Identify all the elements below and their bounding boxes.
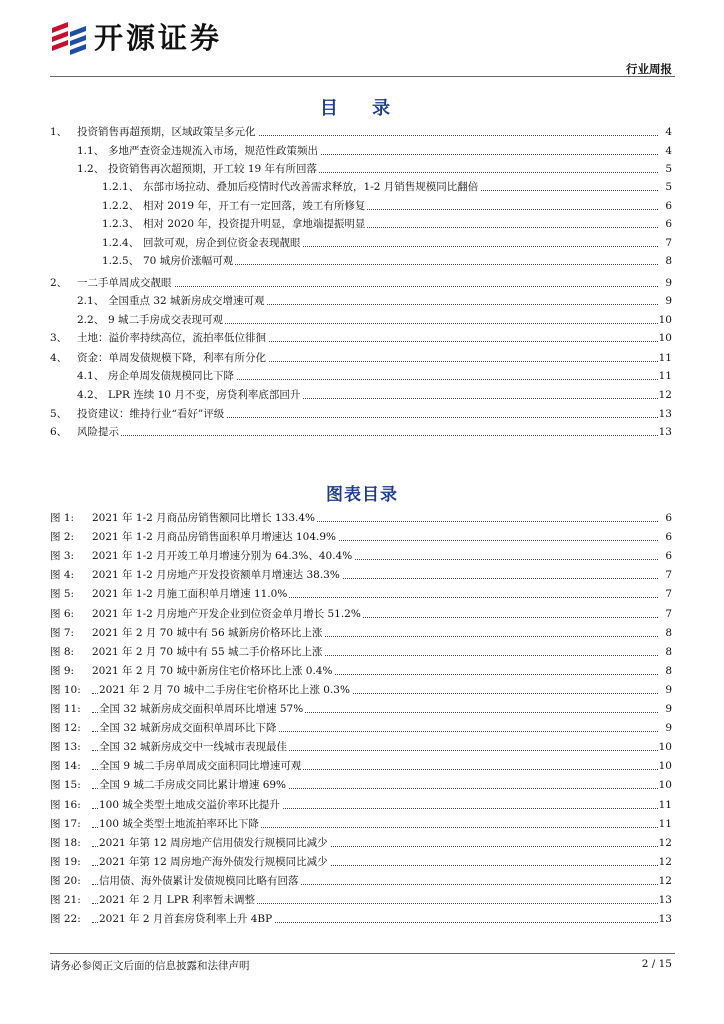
- toc-entry[interactable]: [0, 368, 724, 384]
- figure-entry-title: 全国 32 城新房成交面积单周环比增速 57%: [99, 703, 304, 715]
- figure-entry[interactable]: [0, 567, 724, 583]
- toc-entry[interactable]: [0, 161, 724, 177]
- toc-entry[interactable]: [0, 235, 724, 251]
- toc-entry-page: 4: [665, 145, 672, 157]
- toc-entry[interactable]: [0, 424, 724, 440]
- figure-entry[interactable]: [0, 854, 724, 870]
- figure-entry-number: 图 14:: [50, 760, 81, 773]
- figure-entry-title: 2021 年 2 月 70 城中二手房住宅价格环比上涨 0.3%: [99, 683, 350, 696]
- figure-entry-number: 图 6:: [50, 607, 75, 620]
- figure-entry-title: 100 城全类型土地成交溢价率环比提升: [99, 798, 280, 811]
- toc-entry-number: 1.2、: [77, 163, 105, 175]
- figure-entry-title: 2021 年 2 月 70 城中新房住宅价格环比上涨 0.4%: [92, 664, 333, 677]
- figure-entry-title: 2021 年第 12 周房地产信用债发行规模同比减少: [99, 836, 328, 849]
- figure-entry-title: 全国 32 城新房成交面积单周环比下降: [99, 722, 277, 735]
- figure-entry-title: 2021 年 2 月 LPR 利率暂未调整: [99, 894, 256, 906]
- figure-entry-title: 信用债、海外债累计发债规模同比略有回落: [99, 874, 299, 887]
- figure-entry-number: 图 20:: [50, 874, 81, 887]
- toc-entry[interactable]: [0, 198, 724, 214]
- figure-entry-page: 7: [665, 569, 672, 582]
- figure-entry-title: 2021 年 1-2 月商品房销售额同比增长 133.4%: [92, 512, 316, 524]
- figure-entry[interactable]: [0, 892, 724, 908]
- toc-title: 目 录: [319, 98, 405, 119]
- figure-entry-title: 2021 年 2 月 70 城中有 56 城新房价格环比上涨: [92, 626, 323, 639]
- figure-entry-title: 全国 9 城二手房单周成交面积同比增速可观: [99, 760, 302, 773]
- figure-entry-title: 全国 32 城新房成交中一线城市表现最佳: [99, 741, 288, 754]
- toc-entry-page: 4: [665, 126, 672, 138]
- toc-entry-title: 全国重点 32 城新房成交增速可观: [108, 295, 265, 307]
- toc-entry-page: 9: [665, 277, 672, 289]
- header-divider: [50, 76, 675, 77]
- figure-entry-number: 图 13:: [50, 741, 81, 754]
- figure-entry-page: 9: [665, 683, 672, 696]
- toc-entry[interactable]: [0, 143, 724, 159]
- toc-entry-page: 12: [658, 389, 672, 401]
- figure-entry-number: 图 9:: [50, 664, 75, 677]
- toc-entry-title: LPR 连续 10 月不变，房贷利率底部回升: [108, 389, 301, 401]
- figure-entry[interactable]: [0, 682, 724, 698]
- toc-entry[interactable]: [0, 179, 724, 195]
- figure-entry[interactable]: [0, 663, 724, 679]
- figure-entry[interactable]: [0, 586, 724, 602]
- toc-entry[interactable]: [0, 350, 724, 366]
- figure-entry[interactable]: [0, 720, 724, 736]
- figure-entry-number: 图 10:: [50, 683, 81, 696]
- footer-divider: [50, 953, 675, 954]
- toc-entry-page: 11: [658, 370, 672, 382]
- figure-entry-number: 图 1:: [50, 512, 75, 524]
- figure-entry-number: 图 15:: [50, 779, 81, 792]
- figure-entry-page: 7: [665, 588, 672, 601]
- figure-entry-number: 图 5:: [50, 588, 75, 601]
- toc-entry-number: 1.2.1、: [102, 181, 140, 193]
- toc-entry-number: 3、: [50, 332, 68, 344]
- figure-entry-page: 9: [665, 722, 672, 735]
- figure-entry-number: 图 2:: [50, 531, 75, 544]
- figure-entry-page: 13: [658, 894, 672, 906]
- figure-entry-page: 8: [665, 664, 672, 677]
- toc-entry-number: 1.2.5、: [102, 255, 140, 267]
- figure-entry-page: 11: [658, 798, 672, 811]
- figure-entry-page: 12: [658, 874, 672, 887]
- toc-entry-page: 6: [665, 218, 672, 230]
- toc-entry-number: 5、: [50, 408, 68, 420]
- figure-entry-title: 2021 年第 12 周房地产海外债发行规模同比减少: [99, 855, 328, 868]
- figure-entry-title: 全国 9 城二手房成交同比累计增速 69%: [99, 779, 287, 792]
- toc-entry[interactable]: [0, 312, 724, 328]
- figure-entry[interactable]: [0, 739, 724, 755]
- figure-entry-page: 10: [658, 779, 672, 792]
- toc-entry-page: 8: [665, 255, 672, 267]
- toc-entry-page: 7: [665, 237, 672, 249]
- toc-entry-title: 9 城二手房成交表现可观: [108, 314, 224, 326]
- page-indicator: 2 / 15: [641, 958, 672, 970]
- figure-entry[interactable]: [0, 873, 724, 889]
- toc-entry-title: 投资建议：维持行业“看好”评级: [77, 408, 225, 420]
- figure-entry[interactable]: [0, 797, 724, 813]
- toc-entry-title: 房企单周发债规模同比下降: [108, 370, 234, 382]
- figure-entry[interactable]: [0, 777, 724, 793]
- toc-entry-number: 2.2、: [77, 314, 105, 326]
- toc-entry-title: 风险提示: [77, 426, 119, 438]
- figure-entry-number: 图 16:: [50, 798, 81, 811]
- toc-entry[interactable]: [0, 406, 724, 422]
- figure-entry-page: 6: [665, 550, 672, 563]
- figure-entry-title: 100 城全类型土地流拍率环比下降: [99, 817, 259, 830]
- figure-entry[interactable]: [0, 529, 724, 545]
- toc-entry-title: 土地：溢价率持续高位，流拍率低位徘徊: [77, 332, 266, 344]
- figure-entry[interactable]: [0, 644, 724, 660]
- toc-entry-title: 资金：单周发债规模下降，利率有所分化: [77, 352, 266, 364]
- toc-entry-title: 东部市场拉动、叠加后疫情时代改善需求释放，1-2 月销售规模同比翻倍: [143, 181, 479, 193]
- figure-entry-number: 图 19:: [50, 855, 81, 868]
- toc-entry[interactable]: [0, 275, 724, 291]
- figure-entry-number: 图 7:: [50, 626, 75, 639]
- toc-entry-number: 6、: [50, 426, 68, 438]
- figure-entry-title: 2021 年 1-2 月房地产开发投资额单月增速达 38.3%: [92, 569, 340, 582]
- figure-entry[interactable]: [0, 758, 724, 774]
- figure-entry-title: 2021 年 1-2 月商品房销售面积单月增速达 104.9%: [92, 531, 337, 544]
- toc-entry-title: 相对 2020 年，投资提升明显，拿地端提振明显: [143, 218, 366, 230]
- toc-entry-title: 回款可观，房企到位资金表现靓眼: [143, 237, 301, 249]
- toc-entry-title: 多地严查资金违规流入市场，规范性政策频出: [108, 145, 318, 157]
- figure-entry[interactable]: [0, 606, 724, 622]
- figure-entry[interactable]: [0, 548, 724, 564]
- figure-entry[interactable]: [0, 911, 724, 927]
- toc-entry[interactable]: [0, 124, 724, 140]
- toc-entry[interactable]: [0, 253, 724, 269]
- report-type-label: 行业周报: [626, 62, 672, 76]
- toc-entry-number: 1、: [50, 126, 68, 138]
- figure-entry-page: 8: [665, 626, 672, 639]
- toc-entry-number: 2、: [50, 277, 68, 289]
- toc-entry-page: 13: [658, 426, 672, 438]
- toc-entry[interactable]: [0, 293, 724, 309]
- toc-entry-page: 5: [665, 181, 672, 193]
- figure-entry-title: 2021 年 2 月 70 城中有 55 城二手价格环比上涨: [92, 645, 323, 658]
- figure-entry-number: 图 11:: [50, 703, 81, 715]
- toc-entry-title: 70 城房价涨幅可观: [143, 255, 234, 267]
- toc-entry[interactable]: [0, 387, 724, 403]
- figure-entry[interactable]: [0, 510, 724, 526]
- toc-entry-title: 投资销售再次超预期，开工较 19 年有所回落: [108, 163, 318, 175]
- figure-entry[interactable]: [0, 701, 724, 717]
- figure-list-title: 图表目录: [326, 485, 398, 505]
- figure-entry-page: 6: [665, 531, 672, 544]
- figure-entry-page: 11: [658, 817, 672, 830]
- figure-entry-number: 图 17:: [50, 817, 81, 830]
- figure-entry-number: 图 22:: [50, 913, 81, 926]
- toc-entry-page: 10: [658, 314, 672, 326]
- figure-entry-page: 10: [658, 760, 672, 773]
- figure-entry-title: 2021 年 1-2 月开竣工单月增速分别为 64.3%、40.4%: [92, 550, 353, 563]
- figure-entry-page: 9: [665, 703, 672, 715]
- toc-entry-page: 6: [665, 200, 672, 212]
- figure-entry-number: 图 21:: [50, 894, 81, 906]
- figure-entry-title: 2021 年 1-2 月房地产开发企业到位资金单月增长 51.2%: [92, 607, 361, 620]
- toc-entry-page: 10: [658, 332, 672, 344]
- footer-disclaimer: 请务必参阅正文后面的信息披露和法律声明: [50, 960, 250, 972]
- figure-entry[interactable]: [0, 816, 724, 832]
- figure-entry-number: 图 12:: [50, 722, 81, 735]
- toc-leader-dots: [77, 424, 658, 436]
- toc-entry-title: 一二手单周成交靓眼: [77, 277, 172, 289]
- toc-entry-number: 1.2.2、: [102, 200, 140, 212]
- toc-entry-number: 1.2.4、: [102, 237, 140, 249]
- toc-entry-number: 4.2、: [77, 389, 105, 401]
- figure-entry-title: 2021 年 2 月首套房贷利率上升 4BP: [99, 913, 273, 926]
- toc-entry-number: 4.1、: [77, 370, 105, 382]
- figure-entry-page: 12: [658, 855, 672, 868]
- toc-entry-page: 11: [658, 352, 672, 364]
- figure-entry-page: 12: [658, 836, 672, 849]
- figure-entry-number: 图 8:: [50, 645, 75, 658]
- toc-entry-page: 13: [658, 408, 672, 420]
- toc-entry[interactable]: [0, 330, 724, 346]
- figure-entry-title: 2021 年 1-2 月施工面积单月增速 11.0%: [92, 588, 288, 601]
- figure-entry[interactable]: [0, 835, 724, 851]
- figure-entry-page: 7: [665, 607, 672, 620]
- toc-entry-number: 1.2.3、: [102, 218, 140, 230]
- figure-entry-number: 图 4:: [50, 569, 75, 582]
- figure-entry-page: 6: [665, 512, 672, 524]
- toc-entry-number: 1.1、: [77, 145, 105, 157]
- figure-entry-number: 图 18:: [50, 836, 81, 849]
- figure-entry-number: 图 3:: [50, 550, 75, 563]
- figure-entry-page: 8: [665, 645, 672, 658]
- toc-entry-title: 投资销售再超预期，区域政策呈多元化: [77, 126, 256, 138]
- toc-entry-page: 9: [665, 295, 672, 307]
- toc-entry-title: 相对 2019 年，开工有一定回落，竣工有所修复: [143, 200, 366, 212]
- toc-entry[interactable]: [0, 216, 724, 232]
- figure-entry-page: 10: [658, 741, 672, 754]
- figure-entry[interactable]: [0, 625, 724, 641]
- toc-entry-number: 4、: [50, 352, 68, 364]
- brand-name: 开源证券: [94, 21, 223, 55]
- toc-entry-number: 2.1、: [77, 295, 105, 307]
- toc-entry-page: 5: [665, 163, 672, 175]
- figure-entry-page: 13: [658, 913, 672, 926]
